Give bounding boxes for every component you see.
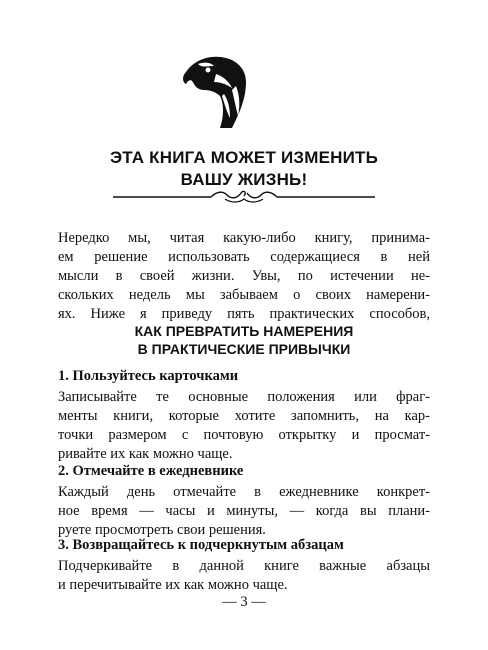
section-title-line1: КАК ПРЕВРАТИТЬ НАМЕРЕНИЯ <box>134 323 354 339</box>
intro-line: скольких недель мы забываем о своих намерени- <box>58 287 430 303</box>
item-2-line: руете просмотреть свои решения. <box>58 522 266 538</box>
item-2-title: 2. Отмечайте в ежедневнике <box>58 463 244 479</box>
item-3-title: 3. Возвращайтесь к подчеркнутым абзацам <box>58 537 344 553</box>
page-title-line1: ЭТА КНИГА МОЖЕТ ИЗМЕНИТЬ <box>109 148 379 167</box>
item-2-line: Каждый день отмечайте в ежедневнике конкрет- <box>58 484 430 500</box>
item-3-text <box>58 557 430 595</box>
ornament-divider <box>113 187 375 205</box>
item-1-line: точки размером с почтовую открытку и просмат- <box>58 427 430 443</box>
item-2-text <box>58 483 430 540</box>
item-2-line: ное время — часы и минуты, — когда вы плани- <box>58 503 430 519</box>
intro-line: Нередко мы, читая какую-либо книгу, принима- <box>58 230 430 246</box>
item-1-line: менты книги, которые хотите запомнить, на кар- <box>58 408 430 424</box>
item-3-line: Подчеркивайте в данной книге важные абзацы <box>58 558 430 574</box>
eagle-head-icon <box>180 50 250 130</box>
item-1-text <box>58 388 430 464</box>
section-title-line2: В ПРАКТИЧЕСКИЕ ПРИВЫЧКИ <box>137 341 351 357</box>
intro-line: ях. Ниже я приведу пять практических способов, <box>58 306 430 322</box>
page-number: — 3 — <box>222 594 266 610</box>
page-title-line2: ВАШУ ЖИЗНЬ! <box>180 170 308 189</box>
intro-line: мысли в своей жизни. Увы, по истечении не- <box>58 268 430 284</box>
intro-paragraph <box>58 229 430 324</box>
item-1-line: Записывайте те основные положения или фраг- <box>58 389 430 405</box>
item-1-title: 1. Пользуйтесь карточками <box>58 368 239 384</box>
item-3-line: и перечитывайте их как можно чаще. <box>58 577 288 593</box>
item-1-line: ривайте их как можно чаще. <box>58 446 233 462</box>
intro-line: ем решение использовать содержащиеся в ней <box>58 249 430 265</box>
